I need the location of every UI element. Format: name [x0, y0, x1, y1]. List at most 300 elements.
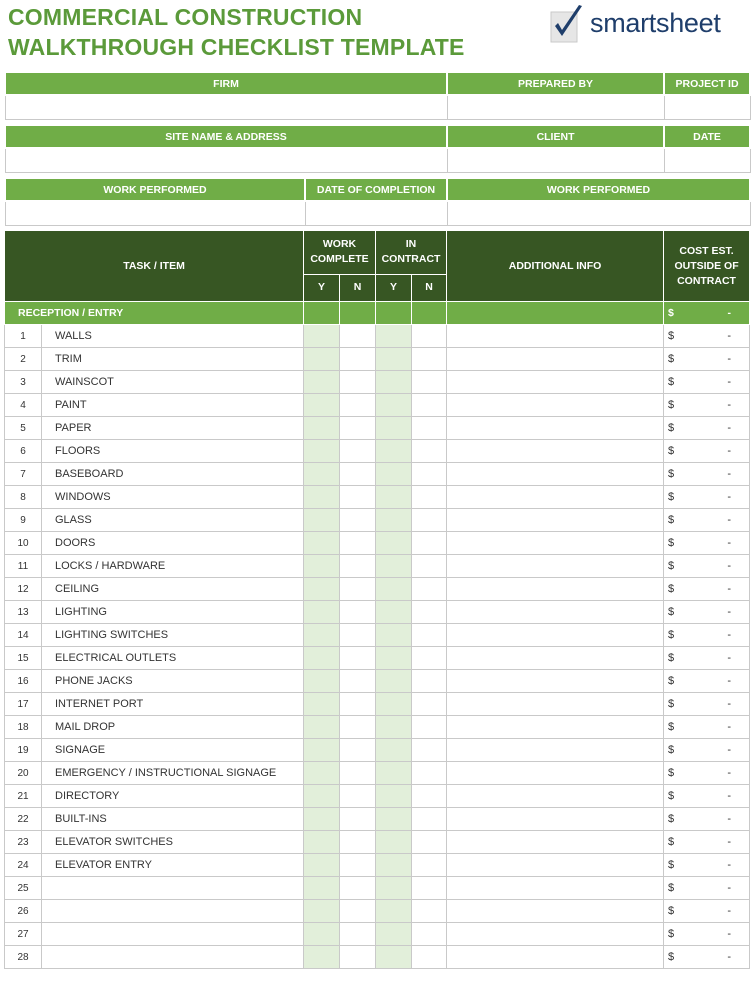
- additional-info-cell[interactable]: [447, 578, 664, 601]
- project-info-table: [4, 71, 751, 226]
- cost-cell[interactable]: [664, 670, 750, 693]
- date-label: DATE: [664, 125, 750, 148]
- work-complete-y-cell[interactable]: [304, 463, 340, 486]
- currency-symbol: $: [668, 560, 675, 572]
- cost-cell[interactable]: [664, 578, 750, 601]
- task-item[interactable]: WAINSCOT: [42, 371, 304, 394]
- in-contract-n-cell[interactable]: [412, 394, 447, 417]
- currency-symbol: $: [668, 491, 675, 503]
- in-contract-y-cell[interactable]: [376, 555, 412, 578]
- site-field[interactable]: [5, 148, 447, 173]
- cost-value: -: [727, 882, 732, 894]
- additional-info-cell[interactable]: [447, 739, 664, 762]
- in-contract-y-cell[interactable]: [376, 670, 412, 693]
- task-item[interactable]: WINDOWS: [42, 486, 304, 509]
- additional-info-cell[interactable]: [447, 716, 664, 739]
- cost-cell[interactable]: [664, 877, 750, 900]
- table-row: [5, 831, 750, 854]
- table-row: [5, 486, 750, 509]
- task-item[interactable]: [42, 900, 304, 923]
- in-contract-n-cell[interactable]: [412, 670, 447, 693]
- additional-info-cell[interactable]: [447, 463, 664, 486]
- work-complete-n-cell[interactable]: [340, 394, 376, 417]
- currency-symbol: $: [668, 629, 675, 641]
- work-complete-n-cell[interactable]: [340, 831, 376, 854]
- cost-cell[interactable]: [664, 325, 750, 348]
- checklist-table: [4, 230, 750, 969]
- in-contract-y-cell[interactable]: [376, 946, 412, 969]
- currency-symbol: $: [668, 675, 675, 687]
- in-contract-n-cell[interactable]: [412, 440, 447, 463]
- work-complete-y-cell[interactable]: [304, 440, 340, 463]
- in-contract-n-cell[interactable]: [412, 348, 447, 371]
- in-contract-line-2: CONTRACT: [381, 253, 441, 266]
- table-row: [5, 509, 750, 532]
- additional-info-cell[interactable]: [447, 877, 664, 900]
- in-contract-n-cell[interactable]: [412, 578, 447, 601]
- row-number: 7: [5, 463, 42, 486]
- work-complete-line-1: WORK: [322, 238, 357, 251]
- in-contract-n-cell[interactable]: [412, 854, 447, 877]
- table-row: [5, 900, 750, 923]
- cost-cell[interactable]: [664, 785, 750, 808]
- in-contract-y-cell[interactable]: [376, 693, 412, 716]
- task-item[interactable]: DOORS: [42, 532, 304, 555]
- in-contract-y-cell[interactable]: [376, 923, 412, 946]
- in-contract-header: [376, 231, 447, 275]
- row-number: 10: [5, 532, 42, 555]
- work-complete-y-cell[interactable]: [304, 877, 340, 900]
- logo-wordmark: smartsheet: [590, 8, 721, 38]
- date-field[interactable]: [664, 148, 750, 173]
- additional-info-cell[interactable]: [447, 831, 664, 854]
- work-complete-y-cell[interactable]: [304, 624, 340, 647]
- cost-cell[interactable]: [664, 555, 750, 578]
- currency-symbol: $: [668, 353, 675, 365]
- date-of-completion-field[interactable]: [305, 201, 447, 226]
- in-contract-y-cell[interactable]: [376, 417, 412, 440]
- cost-value: -: [727, 376, 732, 388]
- cost-value: -: [727, 767, 732, 779]
- work-complete-y-cell[interactable]: [304, 647, 340, 670]
- work-complete-n-cell[interactable]: [340, 348, 376, 371]
- work-complete-n-cell[interactable]: [340, 417, 376, 440]
- task-item[interactable]: GLASS: [42, 509, 304, 532]
- work-performed-field-1[interactable]: [5, 201, 305, 226]
- additional-info-cell[interactable]: [447, 486, 664, 509]
- cost-cell[interactable]: [664, 624, 750, 647]
- task-item[interactable]: LIGHTING SWITCHES: [42, 624, 304, 647]
- cost-cell[interactable]: [664, 946, 750, 969]
- cost-cell[interactable]: [664, 647, 750, 670]
- work-performed-label-1: WORK PERFORMED: [5, 178, 305, 201]
- cost-cell[interactable]: [664, 348, 750, 371]
- task-item[interactable]: [42, 877, 304, 900]
- additional-info-cell[interactable]: [447, 394, 664, 417]
- currency-symbol: $: [668, 422, 675, 434]
- work-complete-n-header: N: [340, 274, 376, 301]
- cost-cell[interactable]: [664, 532, 750, 555]
- cost-value: -: [727, 629, 732, 641]
- project-id-label: PROJECT ID: [664, 72, 750, 95]
- work-complete-y-cell[interactable]: [304, 532, 340, 555]
- in-contract-n-cell[interactable]: [412, 877, 447, 900]
- task-item[interactable]: LOCKS / HARDWARE: [42, 555, 304, 578]
- in-contract-y-cell[interactable]: [376, 463, 412, 486]
- work-complete-n-cell[interactable]: [340, 877, 376, 900]
- work-complete-y-cell[interactable]: [304, 808, 340, 831]
- work-complete-y-cell[interactable]: [304, 693, 340, 716]
- cost-cell[interactable]: [664, 601, 750, 624]
- in-contract-y-cell[interactable]: [376, 854, 412, 877]
- work-complete-n-cell[interactable]: [340, 325, 376, 348]
- in-contract-y-cell[interactable]: [376, 371, 412, 394]
- additional-info-cell[interactable]: [447, 624, 664, 647]
- date-of-completion-label: DATE OF COMPLETION: [305, 178, 447, 201]
- cost-value: -: [727, 652, 732, 664]
- table-row: [5, 555, 750, 578]
- in-contract-n-cell[interactable]: [412, 946, 447, 969]
- task-item[interactable]: ELECTRICAL OUTLETS: [42, 647, 304, 670]
- row-number: 26: [5, 900, 42, 923]
- table-row: [5, 739, 750, 762]
- work-complete-n-cell[interactable]: [340, 555, 376, 578]
- in-contract-n-cell[interactable]: [412, 463, 447, 486]
- title-line-2: WALKTHROUGH CHECKLIST TEMPLATE: [8, 34, 465, 60]
- task-item[interactable]: SIGNAGE: [42, 739, 304, 762]
- cost-value: -: [727, 307, 732, 319]
- work-complete-n-cell[interactable]: [340, 854, 376, 877]
- task-item[interactable]: INTERNET PORT: [42, 693, 304, 716]
- additional-info-cell[interactable]: [447, 348, 664, 371]
- in-contract-n-cell[interactable]: [412, 900, 447, 923]
- work-complete-n-cell[interactable]: [340, 785, 376, 808]
- cost-value: -: [727, 905, 732, 917]
- cost-line-2: OUTSIDE OF: [674, 259, 739, 272]
- work-complete-n-cell[interactable]: [340, 371, 376, 394]
- in-contract-y-cell[interactable]: [376, 601, 412, 624]
- work-complete-n-cell[interactable]: [340, 808, 376, 831]
- in-contract-n-cell[interactable]: [412, 693, 447, 716]
- in-contract-n-cell[interactable]: [412, 739, 447, 762]
- work-complete-y-cell[interactable]: [304, 394, 340, 417]
- additional-info-cell[interactable]: [447, 808, 664, 831]
- row-number: 11: [5, 555, 42, 578]
- table-row: [5, 532, 750, 555]
- cost-cell[interactable]: [664, 808, 750, 831]
- work-complete-y-cell[interactable]: [304, 371, 340, 394]
- in-contract-y-cell[interactable]: [376, 900, 412, 923]
- cost-header: [664, 231, 750, 302]
- in-contract-y-cell[interactable]: [376, 831, 412, 854]
- cost-value: -: [727, 928, 732, 940]
- in-contract-y-cell[interactable]: [376, 739, 412, 762]
- in-contract-y-cell[interactable]: [376, 578, 412, 601]
- work-complete-n-cell[interactable]: [340, 578, 376, 601]
- cost-cell[interactable]: [664, 762, 750, 785]
- in-contract-n-cell[interactable]: [412, 716, 447, 739]
- prepared-by-field[interactable]: [447, 95, 664, 120]
- cost-cell[interactable]: [664, 509, 750, 532]
- cost-cell[interactable]: [664, 831, 750, 854]
- work-complete-y-cell[interactable]: [304, 325, 340, 348]
- work-complete-n-cell[interactable]: [340, 716, 376, 739]
- cost-cell[interactable]: [664, 854, 750, 877]
- section-cell: [412, 302, 447, 325]
- smartsheet-logo[interactable]: [548, 4, 748, 44]
- table-row: [5, 693, 750, 716]
- cost-value: -: [727, 399, 732, 411]
- in-contract-y-cell[interactable]: [376, 486, 412, 509]
- task-item[interactable]: CEILING: [42, 578, 304, 601]
- in-contract-y-cell[interactable]: [376, 624, 412, 647]
- task-item[interactable]: [42, 946, 304, 969]
- row-number: 5: [5, 417, 42, 440]
- cost-cell[interactable]: [664, 371, 750, 394]
- cost-value: -: [727, 859, 732, 871]
- cost-value: -: [727, 698, 732, 710]
- additional-info-cell[interactable]: [447, 647, 664, 670]
- cost-cell[interactable]: [664, 463, 750, 486]
- work-complete-n-cell[interactable]: [340, 946, 376, 969]
- additional-info-cell[interactable]: [447, 417, 664, 440]
- section-cell: [304, 302, 340, 325]
- cost-cell[interactable]: [664, 693, 750, 716]
- additional-info-cell[interactable]: [447, 946, 664, 969]
- additional-info-cell[interactable]: [447, 555, 664, 578]
- in-contract-y-cell[interactable]: [376, 348, 412, 371]
- task-item[interactable]: WALLS: [42, 325, 304, 348]
- work-complete-y-cell[interactable]: [304, 417, 340, 440]
- currency-symbol: $: [668, 606, 675, 618]
- currency-symbol: $: [668, 859, 675, 871]
- additional-info-cell[interactable]: [447, 601, 664, 624]
- in-contract-n-cell[interactable]: [412, 831, 447, 854]
- work-complete-n-cell[interactable]: [340, 532, 376, 555]
- task-item[interactable]: MAIL DROP: [42, 716, 304, 739]
- cost-value: -: [727, 744, 732, 756]
- in-contract-n-cell[interactable]: [412, 647, 447, 670]
- task-item[interactable]: TRIM: [42, 348, 304, 371]
- currency-symbol: $: [668, 744, 675, 756]
- in-contract-y-cell[interactable]: [376, 785, 412, 808]
- additional-info-cell[interactable]: [447, 900, 664, 923]
- additional-info-cell[interactable]: [447, 325, 664, 348]
- row-number: 23: [5, 831, 42, 854]
- in-contract-n-cell[interactable]: [412, 555, 447, 578]
- currency-symbol: $: [668, 905, 675, 917]
- currency-symbol: $: [668, 721, 675, 733]
- work-complete-y-cell[interactable]: [304, 555, 340, 578]
- in-contract-y-cell[interactable]: [376, 440, 412, 463]
- task-item[interactable]: PAINT: [42, 394, 304, 417]
- project-id-field[interactable]: [664, 95, 750, 120]
- work-complete-n-cell[interactable]: [340, 463, 376, 486]
- in-contract-y-cell[interactable]: [376, 647, 412, 670]
- additional-info-cell[interactable]: [447, 670, 664, 693]
- work-complete-y-cell[interactable]: [304, 762, 340, 785]
- task-item[interactable]: ELEVATOR ENTRY: [42, 854, 304, 877]
- task-item[interactable]: ELEVATOR SWITCHES: [42, 831, 304, 854]
- in-contract-n-cell[interactable]: [412, 601, 447, 624]
- work-complete-n-cell[interactable]: [340, 900, 376, 923]
- in-contract-y-cell[interactable]: [376, 325, 412, 348]
- currency-symbol: $: [668, 790, 675, 802]
- work-complete-y-cell[interactable]: [304, 785, 340, 808]
- additional-info-cell[interactable]: [447, 440, 664, 463]
- task-item[interactable]: EMERGENCY / INSTRUCTIONAL SIGNAGE: [42, 762, 304, 785]
- row-number: 25: [5, 877, 42, 900]
- work-complete-y-cell[interactable]: [304, 670, 340, 693]
- work-complete-y-cell[interactable]: [304, 900, 340, 923]
- task-item[interactable]: LIGHTING: [42, 601, 304, 624]
- task-item[interactable]: BASEBOARD: [42, 463, 304, 486]
- row-number: 1: [5, 325, 42, 348]
- cost-cell[interactable]: [664, 486, 750, 509]
- work-complete-n-cell[interactable]: [340, 509, 376, 532]
- row-number: 20: [5, 762, 42, 785]
- table-row: [5, 762, 750, 785]
- checkmark-logo-icon: [548, 4, 588, 44]
- work-complete-n-cell[interactable]: [340, 923, 376, 946]
- work-complete-n-cell[interactable]: [340, 601, 376, 624]
- row-number: 22: [5, 808, 42, 831]
- work-complete-n-cell[interactable]: [340, 624, 376, 647]
- client-label: CLIENT: [447, 125, 664, 148]
- row-number: 15: [5, 647, 42, 670]
- section-row: [5, 302, 750, 325]
- in-contract-n-cell[interactable]: [412, 417, 447, 440]
- currency-symbol: $: [668, 652, 675, 664]
- task-item[interactable]: PAPER: [42, 417, 304, 440]
- additional-info-cell[interactable]: [447, 371, 664, 394]
- work-complete-y-cell[interactable]: [304, 486, 340, 509]
- work-complete-y-cell[interactable]: [304, 578, 340, 601]
- cost-value: -: [727, 721, 732, 733]
- in-contract-n-cell[interactable]: [412, 371, 447, 394]
- work-complete-y-cell[interactable]: [304, 739, 340, 762]
- in-contract-n-cell[interactable]: [412, 923, 447, 946]
- work-complete-y-cell[interactable]: [304, 601, 340, 624]
- currency-symbol: $: [668, 951, 675, 963]
- task-item[interactable]: FLOORS: [42, 440, 304, 463]
- client-field[interactable]: [447, 148, 664, 173]
- site-label: SITE NAME & ADDRESS: [5, 125, 447, 148]
- task-item[interactable]: BUILT-INS: [42, 808, 304, 831]
- currency-symbol: $: [668, 813, 675, 825]
- in-contract-y-cell[interactable]: [376, 808, 412, 831]
- in-contract-y-cell[interactable]: [376, 762, 412, 785]
- work-complete-n-cell[interactable]: [340, 762, 376, 785]
- work-complete-n-cell[interactable]: [340, 670, 376, 693]
- work-complete-n-cell[interactable]: [340, 440, 376, 463]
- in-contract-n-cell[interactable]: [412, 762, 447, 785]
- table-row: [5, 946, 750, 969]
- cost-cell[interactable]: [664, 716, 750, 739]
- cost-value: -: [727, 514, 732, 526]
- currency-symbol: $: [668, 836, 675, 848]
- row-number: 27: [5, 923, 42, 946]
- task-item[interactable]: [42, 923, 304, 946]
- cost-cell[interactable]: [664, 394, 750, 417]
- row-number: 8: [5, 486, 42, 509]
- in-contract-n-cell[interactable]: [412, 532, 447, 555]
- additional-info-cell[interactable]: [447, 693, 664, 716]
- task-item[interactable]: PHONE JACKS: [42, 670, 304, 693]
- page-title: [8, 2, 465, 62]
- table-row: [5, 670, 750, 693]
- in-contract-n-cell[interactable]: [412, 325, 447, 348]
- currency-symbol: $: [668, 514, 675, 526]
- work-complete-y-cell[interactable]: [304, 923, 340, 946]
- in-contract-n-cell[interactable]: [412, 624, 447, 647]
- row-number: 6: [5, 440, 42, 463]
- in-contract-n-cell[interactable]: [412, 785, 447, 808]
- in-contract-y-header: Y: [376, 274, 412, 301]
- work-complete-y-cell[interactable]: [304, 348, 340, 371]
- work-performed-label-2: WORK PERFORMED: [447, 178, 750, 201]
- work-complete-y-cell[interactable]: [304, 854, 340, 877]
- firm-field[interactable]: [5, 95, 447, 120]
- additional-info-cell[interactable]: [447, 785, 664, 808]
- in-contract-n-cell[interactable]: [412, 486, 447, 509]
- cost-cell[interactable]: [664, 923, 750, 946]
- work-complete-y-cell[interactable]: [304, 509, 340, 532]
- in-contract-y-cell[interactable]: [376, 509, 412, 532]
- cost-line-1: COST EST.: [679, 244, 734, 257]
- row-number: 19: [5, 739, 42, 762]
- in-contract-y-cell[interactable]: [376, 877, 412, 900]
- work-complete-n-cell[interactable]: [340, 486, 376, 509]
- in-contract-n-cell[interactable]: [412, 808, 447, 831]
- cost-cell[interactable]: [664, 739, 750, 762]
- row-number: 14: [5, 624, 42, 647]
- work-complete-n-cell[interactable]: [340, 693, 376, 716]
- cost-value: -: [727, 330, 732, 342]
- cost-cell[interactable]: [664, 417, 750, 440]
- additional-info-cell[interactable]: [447, 509, 664, 532]
- cost-cell[interactable]: [664, 440, 750, 463]
- additional-info-cell[interactable]: [447, 854, 664, 877]
- section-cell: [340, 302, 376, 325]
- table-row: [5, 325, 750, 348]
- in-contract-y-cell[interactable]: [376, 532, 412, 555]
- cost-value: -: [727, 560, 732, 572]
- work-complete-n-cell[interactable]: [340, 647, 376, 670]
- in-contract-y-cell[interactable]: [376, 716, 412, 739]
- row-number: 12: [5, 578, 42, 601]
- cost-cell[interactable]: [664, 900, 750, 923]
- in-contract-n-cell[interactable]: [412, 509, 447, 532]
- work-complete-y-cell[interactable]: [304, 946, 340, 969]
- task-item[interactable]: DIRECTORY: [42, 785, 304, 808]
- work-complete-y-cell[interactable]: [304, 831, 340, 854]
- table-row: [5, 923, 750, 946]
- row-number: 16: [5, 670, 42, 693]
- additional-info-cell[interactable]: [447, 923, 664, 946]
- in-contract-y-cell[interactable]: [376, 394, 412, 417]
- additional-info-cell[interactable]: [447, 532, 664, 555]
- section-cell: [376, 302, 412, 325]
- additional-info-cell[interactable]: [447, 762, 664, 785]
- row-number: 13: [5, 601, 42, 624]
- work-performed-field-2[interactable]: [447, 201, 750, 226]
- work-complete-y-cell[interactable]: [304, 716, 340, 739]
- currency-symbol: $: [668, 399, 675, 411]
- work-complete-n-cell[interactable]: [340, 739, 376, 762]
- currency-symbol: $: [668, 445, 675, 457]
- cost-value: -: [727, 583, 732, 595]
